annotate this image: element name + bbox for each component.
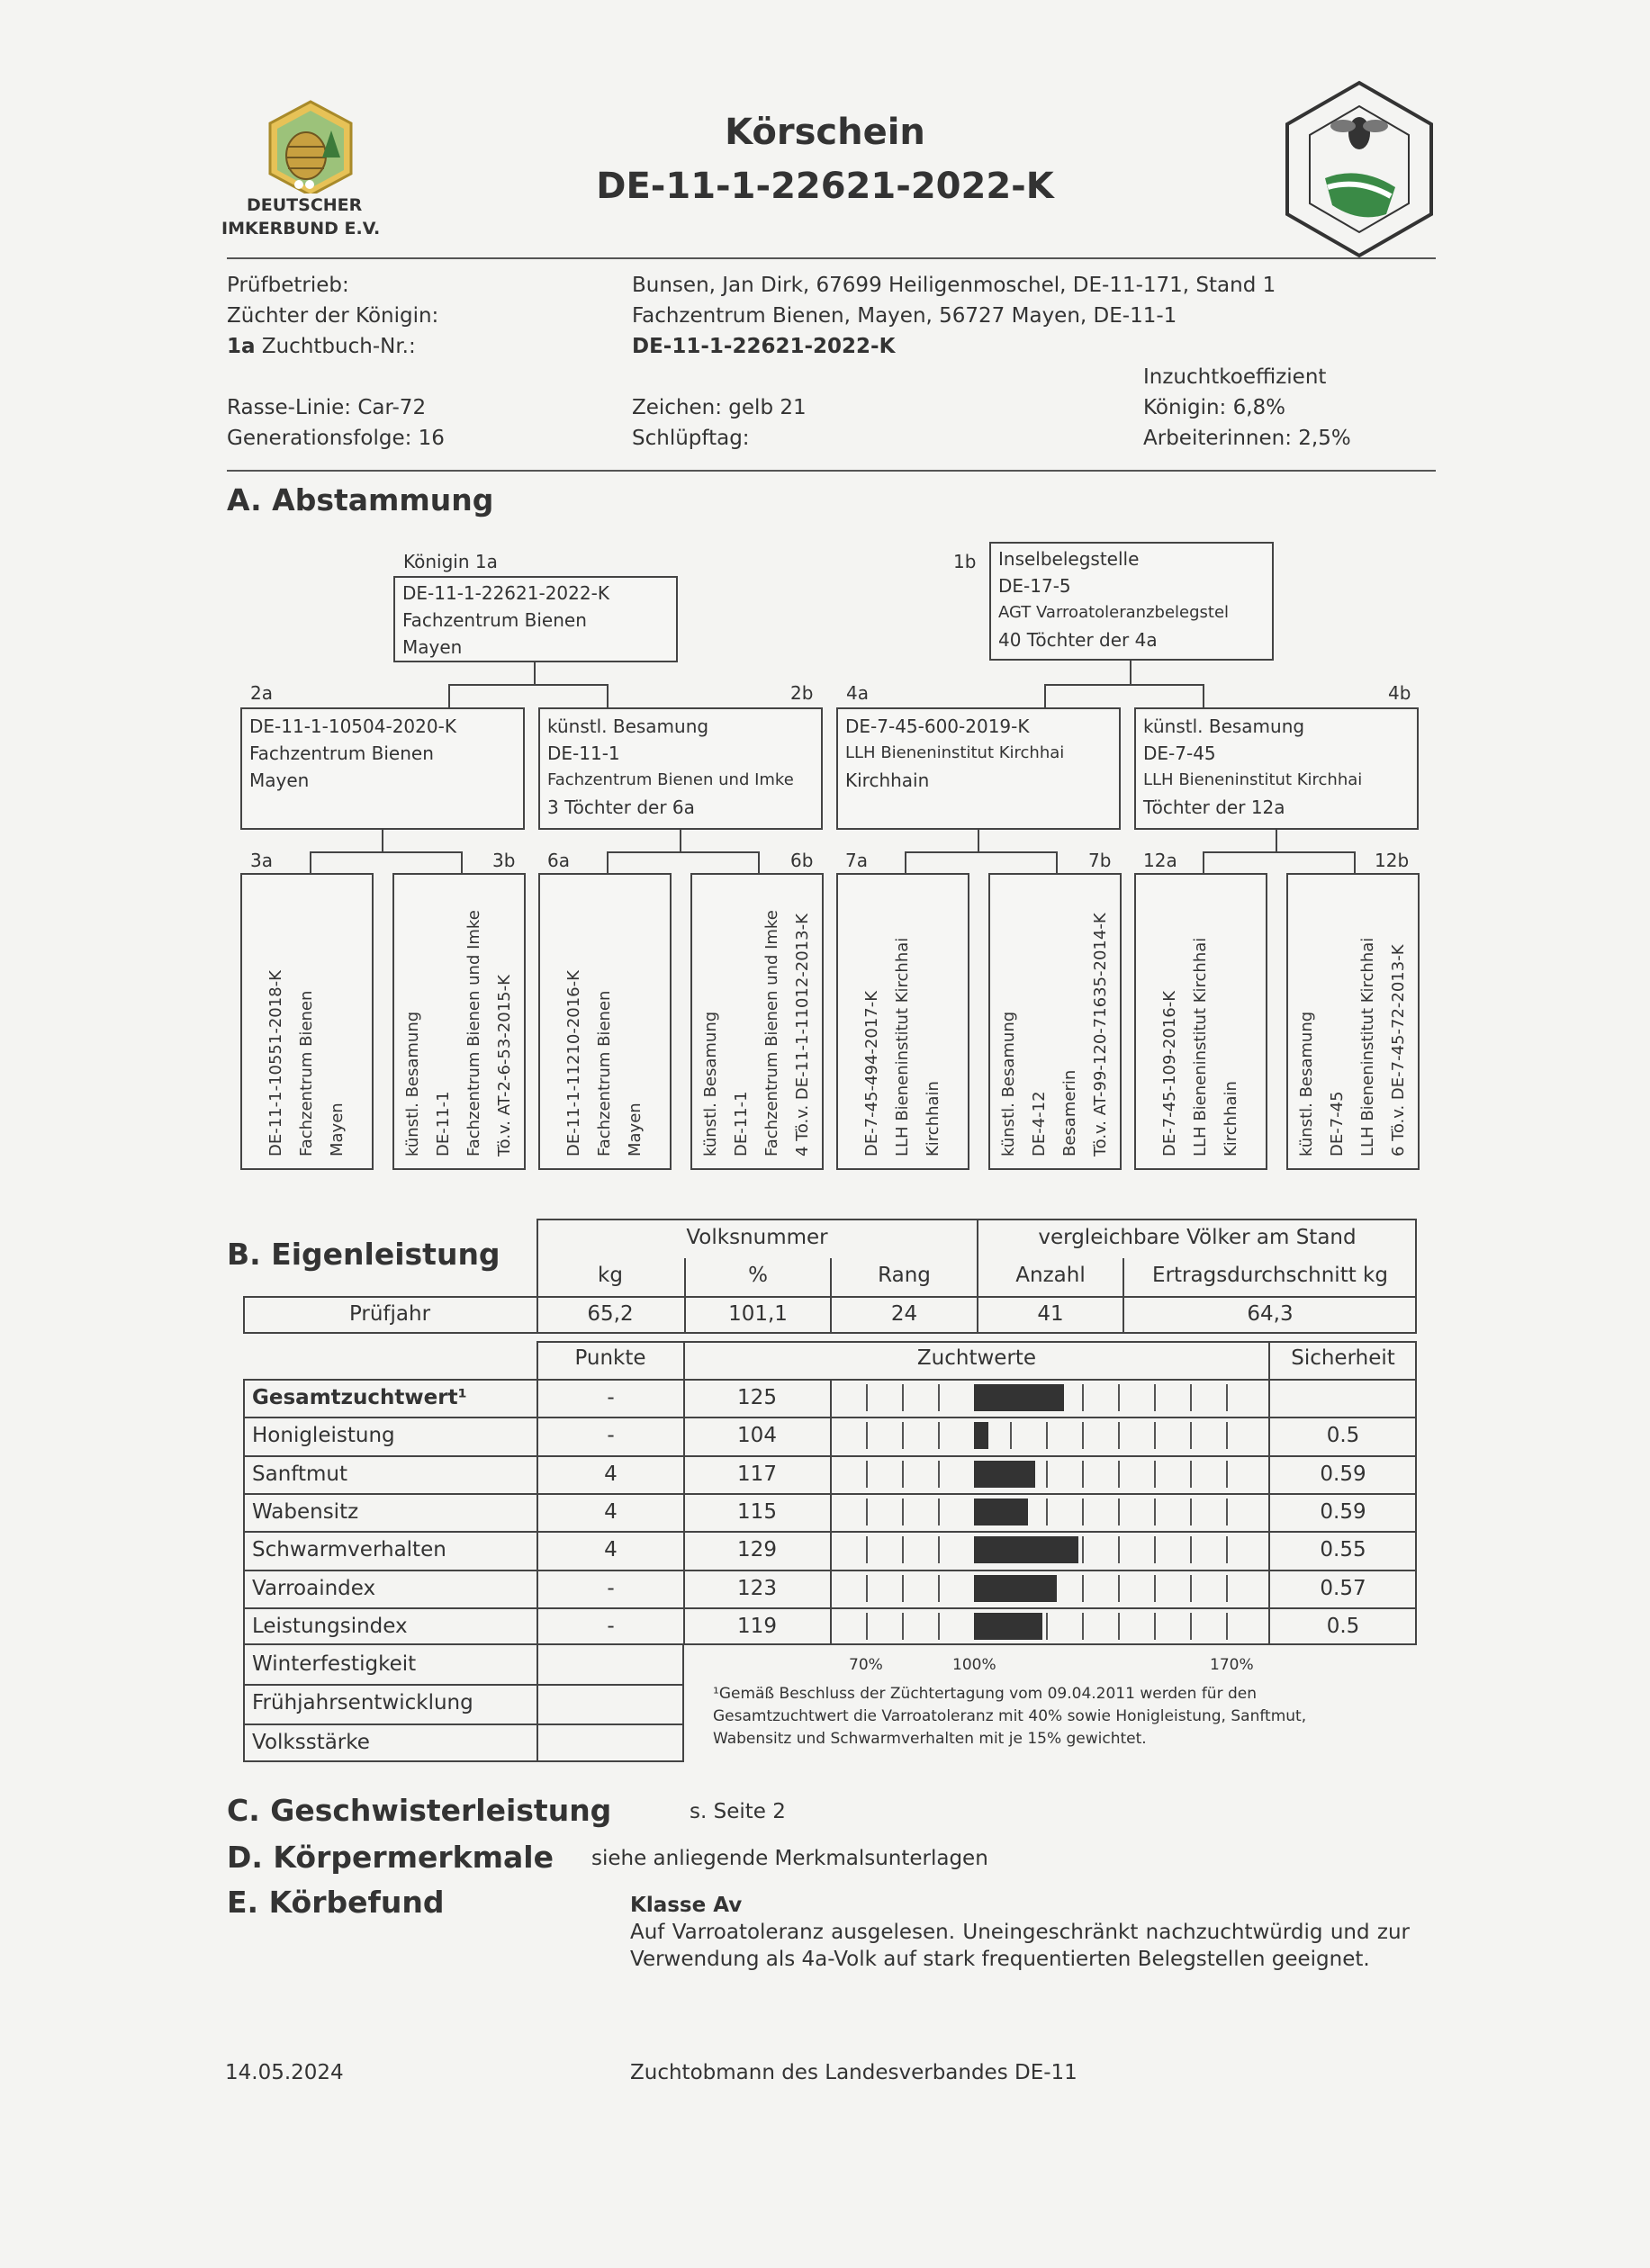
pedigree-3b-line: Fachzentrum Bienen und Imke — [464, 910, 483, 1156]
pedigree-12b-line: LLH Bieneninstitut Kirchhai — [1358, 937, 1377, 1156]
rasse-linie: Rasse-Linie: Car-72 — [227, 396, 427, 419]
scale-tick — [1226, 1613, 1228, 1640]
pedigree-2a-line: Fachzentrum Bienen — [249, 742, 434, 764]
pedigree-1b-line: DE-17-5 — [998, 575, 1071, 597]
scale-tick — [1226, 1461, 1228, 1488]
scale-tick — [902, 1461, 904, 1488]
scale-tick — [1226, 1498, 1228, 1526]
pedigree-4b-line: künstl. Besamung — [1143, 716, 1305, 737]
scale-tick — [902, 1613, 904, 1640]
value-anzahl: 41 — [1037, 1302, 1064, 1326]
connector — [1276, 830, 1277, 853]
pruefbetrieb-label: Prüfbetrieb: — [227, 274, 349, 297]
scale-tick — [1154, 1422, 1156, 1449]
pruefbetrieb-value: Bunsen, Jan Dirk, 67699 Heiligenmoschel, DE-11-171, Stand 1 — [632, 274, 1276, 297]
zuchtbuch-value: DE-11-1-22621-2022-K — [632, 335, 896, 358]
trait-zuchtwert: 125 — [737, 1386, 777, 1409]
koerschein-number: DE-11-1-22621-2022-K — [596, 166, 1054, 207]
row-divider — [243, 1724, 684, 1725]
generationsfolge: Generationsfolge: 16 — [227, 427, 445, 450]
trait-name: Honigleistung — [252, 1424, 395, 1447]
footer-date: 14.05.2024 — [225, 2061, 344, 2084]
trait-zuchtwert: 104 — [737, 1424, 777, 1447]
scale-tick — [1082, 1422, 1084, 1449]
connector — [1203, 851, 1356, 873]
value-percent: 101,1 — [728, 1302, 788, 1326]
trait-name: Sanftmut — [252, 1462, 347, 1486]
header-kg: kg — [598, 1264, 623, 1287]
pedigree-6b-line: Fachzentrum Bienen und Imke — [762, 910, 781, 1156]
connector — [1044, 684, 1204, 707]
page-title: Körschein — [725, 112, 925, 153]
scale-tick — [1118, 1461, 1120, 1488]
header-ertrag: Ertragsdurchschnitt kg — [1152, 1264, 1388, 1287]
pedigree-4a-line: LLH Bieneninstitut Kirchhai — [845, 743, 1065, 762]
scale-tick — [1082, 1613, 1084, 1640]
scale-tick — [1190, 1461, 1192, 1488]
pedigree-2b-line: DE-11-1 — [547, 742, 620, 764]
zuchtwert-bar — [974, 1461, 1035, 1488]
row-divider — [243, 1684, 684, 1686]
scale-tick — [1190, 1384, 1192, 1411]
scale-tick — [866, 1384, 868, 1411]
scale-tick — [1046, 1422, 1048, 1449]
pedigree-4a-line: Kirchhain — [845, 770, 930, 791]
pedigree-6b-label: 6b — [790, 850, 814, 871]
scale-tick — [1118, 1575, 1120, 1602]
scale-tick — [1082, 1536, 1084, 1563]
pedigree-7b-line: künstl. Besamung — [999, 1011, 1018, 1156]
scale-tick — [1154, 1536, 1156, 1563]
scale-tick — [866, 1461, 868, 1488]
scale-tick — [902, 1575, 904, 1602]
pedigree-1b-line: AGT Varroatoleranzbelegstel — [998, 603, 1230, 622]
pedigree-7a-line: DE-7-45-494-2017-K — [862, 990, 881, 1156]
pedigree-2b-line: Fachzentrum Bienen und Imke — [547, 770, 794, 789]
scale-tick — [866, 1536, 868, 1563]
befund-text: Auf Varroatoleranz ausgelesen. Uneingeschränkt nachzuchtwürdig und zur Verwendung als 4a-Volk auf stark frequentierten Belegstellen geeignet. — [630, 1921, 1410, 1971]
pedigree-6a-line: DE-11-1-11210-2016-K — [564, 970, 583, 1156]
pedigree-3a-line: DE-11-1-10551-2018-K — [266, 970, 285, 1156]
connector — [534, 662, 536, 686]
value-ertrag: 64,3 — [1247, 1302, 1294, 1326]
section-c-note: s. Seite 2 — [690, 1800, 786, 1823]
section-d-title: D. Körpermerkmale — [227, 1840, 554, 1875]
divider — [830, 1379, 832, 1645]
scale-170: 170% — [1210, 1656, 1254, 1674]
befund-klasse: Klasse Av — [630, 1894, 743, 1917]
bee-shield-logo-icon — [1278, 79, 1440, 259]
pedigree-1a-line: Fachzentrum Bienen — [402, 609, 587, 631]
pedigree-3a-box — [240, 873, 374, 1170]
info-rule — [227, 470, 1436, 472]
scale-tick — [902, 1536, 904, 1563]
scale-tick — [1082, 1575, 1084, 1602]
dib-logo-line2: IMKERBUND E.V. — [221, 219, 381, 238]
scale-tick — [1046, 1613, 1048, 1640]
scale-tick — [938, 1613, 940, 1640]
trait-name: Winterfestigkeit — [252, 1652, 417, 1676]
scale-tick — [1082, 1461, 1084, 1488]
trait-name: Frühjahrsentwicklung — [252, 1691, 473, 1714]
pedigree-12a-line: DE-7-45-109-2016-K — [1160, 990, 1179, 1156]
zuechter-value: Fachzentrum Bienen, Mayen, 56727 Mayen, DE-11-1 — [632, 304, 1177, 328]
zuchtbuch-prefix: 1a — [227, 335, 256, 358]
scale-tick — [1190, 1575, 1192, 1602]
pedigree-6b-box — [690, 873, 824, 1170]
connector — [310, 851, 463, 873]
pedigree-12b-box — [1286, 873, 1420, 1170]
inzucht-label: Inzuchtkoeffizient — [1143, 365, 1327, 389]
schluepftag: Schlüpftag: — [632, 427, 750, 450]
pedigree-6a-label: 6a — [547, 850, 570, 871]
scale-tick — [1046, 1461, 1048, 1488]
pedigree-12a-line: LLH Bieneninstitut Kirchhai — [1191, 937, 1210, 1156]
scale-tick — [938, 1384, 940, 1411]
zuchtwert-bar — [974, 1575, 1057, 1602]
trait-sicherheit: 0.57 — [1320, 1577, 1366, 1600]
trait-zuchtwert: 117 — [737, 1462, 777, 1486]
scale-tick — [1154, 1575, 1156, 1602]
trait-sicherheit: 0.5 — [1326, 1615, 1360, 1638]
pedigree-3a-line: Mayen — [328, 1102, 347, 1156]
trait-zuchtwert: 123 — [737, 1577, 777, 1600]
pedigree-3b-line: DE-11-1 — [434, 1091, 453, 1156]
trait-punkte: - — [607, 1615, 615, 1638]
connector — [680, 830, 681, 853]
pedigree-6a-line: Fachzentrum Bienen — [595, 990, 614, 1156]
pedigree-6a-box — [538, 873, 672, 1170]
scale-70: 70% — [849, 1656, 883, 1674]
scale-tick — [1154, 1613, 1156, 1640]
pedigree-12b-line: DE-7-45 — [1328, 1091, 1347, 1156]
pedigree-6b-line: 4 Tö.v. DE-11-1-11012-2013-K — [793, 914, 812, 1156]
connector — [905, 851, 1058, 873]
connector — [1130, 661, 1132, 686]
pedigree-2b-box — [538, 707, 823, 830]
zuechter-label: Züchter der Königin: — [227, 304, 439, 328]
connector — [382, 830, 383, 853]
pedigree-1a-line: DE-11-1-22621-2022-K — [402, 582, 609, 604]
trait-zuchtwert: 119 — [737, 1615, 777, 1638]
header-punkte: Punkte — [574, 1346, 646, 1370]
pedigree-1a-box — [393, 576, 678, 662]
header-vergleich: vergleichbare Völker am Stand — [1038, 1226, 1357, 1249]
scale-tick — [938, 1498, 940, 1526]
scale-tick — [866, 1422, 868, 1449]
pedigree-1b-line: Inselbelegstelle — [998, 548, 1140, 570]
trait-sicherheit: 0.55 — [1320, 1538, 1366, 1562]
zuchtbuch-label-text: Zuchtbuch-Nr.: — [255, 335, 416, 358]
scale-tick — [1082, 1384, 1084, 1411]
header-rule — [227, 257, 1436, 259]
trait-punkte: - — [607, 1577, 615, 1600]
pedigree-12a-label: 12a — [1143, 850, 1177, 871]
pedigree-3b-line: künstl. Besamung — [403, 1011, 422, 1156]
scale-tick — [1190, 1613, 1192, 1640]
row-divider — [243, 1607, 1417, 1609]
trait-punkte: 4 — [604, 1462, 618, 1486]
pedigree-7a-label: 7a — [845, 850, 868, 871]
section-c-title: C. Geschwisterleistung — [227, 1793, 612, 1828]
trait-punkte: 4 — [604, 1500, 618, 1524]
row-divider — [243, 1417, 1417, 1418]
header-percent: % — [748, 1264, 768, 1287]
pedigree-2a-line: DE-11-1-10504-2020-K — [249, 716, 456, 737]
zuchtwert-bar — [974, 1613, 1042, 1640]
pedigree-4b-line: LLH Bieneninstitut Kirchhai — [1143, 770, 1363, 789]
koenigin-inzucht: Königin: 6,8% — [1143, 396, 1286, 419]
connector — [448, 684, 609, 707]
scale-tick — [866, 1613, 868, 1640]
scale-tick — [938, 1536, 940, 1563]
footnote: ¹Gemäß Beschluss der Züchtertagung vom 09.04.2011 werden für den Gesamtzuchtwert die Varroatoleranz mit 40% sowie Honigleistung, Sanftmut, Wabensitz und Schwarmverhalten mit je 15% gewichtet. — [713, 1685, 1307, 1748]
scale-tick — [1046, 1498, 1048, 1526]
pedigree-1b-label: 1b — [953, 551, 977, 572]
scale-tick — [902, 1422, 904, 1449]
scale-tick — [1118, 1613, 1120, 1640]
arbeiterinnen-inzucht: Arbeiterinnen: 2,5% — [1143, 427, 1351, 450]
header-volksnummer: Volksnummer — [686, 1226, 828, 1249]
scale-tick — [1118, 1422, 1120, 1449]
pedigree-12b-line: 6 Tö.v. DE-7-45-72-2013-K — [1389, 944, 1408, 1156]
scale-tick — [1118, 1536, 1120, 1563]
trait-sicherheit: 0.5 — [1326, 1424, 1360, 1447]
scale-tick — [1082, 1498, 1084, 1526]
zuchtwert-bar — [974, 1536, 1078, 1563]
pedigree-12b-line: künstl. Besamung — [1297, 1011, 1316, 1156]
pedigree-3b-box — [392, 873, 526, 1170]
scale-tick — [938, 1575, 940, 1602]
header-anzahl: Anzahl — [1015, 1264, 1086, 1287]
scale-tick — [1118, 1384, 1120, 1411]
scale-tick — [1010, 1422, 1012, 1449]
pedigree-4b-line: Töchter der 12a — [1143, 796, 1285, 818]
scale-tick — [902, 1384, 904, 1411]
pedigree-7a-box — [836, 873, 969, 1170]
pedigree-4a-box — [836, 707, 1121, 830]
pedigree-7b-line: Besamerin — [1060, 1069, 1079, 1156]
row-divider — [243, 1570, 1417, 1571]
row-divider — [243, 1531, 1417, 1533]
pedigree-2a-line: Mayen — [249, 770, 310, 791]
scale-tick — [1226, 1384, 1228, 1411]
pedigree-7b-label: 7b — [1088, 850, 1112, 871]
pedigree-2b-line: 3 Töchter der 6a — [547, 796, 695, 818]
pedigree-4a-line: DE-7-45-600-2019-K — [845, 716, 1030, 737]
zuchtwert-bar — [974, 1422, 988, 1449]
pedigree-3a-label: 3a — [250, 850, 273, 871]
imkerverband-logo — [1278, 79, 1440, 259]
scale-tick — [866, 1498, 868, 1526]
scale-tick — [902, 1498, 904, 1526]
pedigree-3b-line: Tö.v. AT-2-6-53-2015-K — [495, 975, 514, 1156]
trait-punkte: - — [607, 1424, 615, 1447]
trait-name: Wabensitz — [252, 1500, 359, 1524]
zuchtbuch-label — [227, 335, 416, 358]
scale-tick — [938, 1461, 940, 1488]
scale-tick — [1154, 1461, 1156, 1488]
pedigree-7a-line: LLH Bieneninstitut Kirchhai — [893, 937, 912, 1156]
pedigree-3b-label: 3b — [492, 850, 516, 871]
scale-tick — [1190, 1422, 1192, 1449]
value-rang: 24 — [890, 1302, 918, 1326]
connector — [978, 830, 979, 853]
trait-zuchtwert: 129 — [737, 1538, 777, 1562]
header-zuchtwerte: Zuchtwerte — [916, 1346, 1037, 1370]
pedigree-6b-line: DE-11-1 — [732, 1091, 751, 1156]
section-b-title: B. Eigenleistung — [227, 1237, 500, 1272]
trait-name: Schwarmverhalten — [252, 1538, 446, 1562]
scale-tick — [1154, 1384, 1156, 1411]
pedigree-12b-label: 12b — [1375, 850, 1410, 871]
scale-tick — [1190, 1498, 1192, 1526]
row-divider — [243, 1455, 1417, 1457]
pedigree-7b-line: DE-4-12 — [1030, 1091, 1049, 1156]
section-e-title: E. Körbefund — [227, 1885, 445, 1920]
pedigree-1a-label: Königin 1a — [403, 551, 498, 572]
scale-tick — [1154, 1498, 1156, 1526]
pedigree-12a-line: Kirchhain — [1222, 1081, 1240, 1156]
pedigree-1b-line: 40 Töchter der 4a — [998, 629, 1158, 651]
scale-100: 100% — [952, 1656, 996, 1674]
header-rang: Rang — [878, 1264, 931, 1287]
scale-tick — [866, 1575, 868, 1602]
pedigree-6a-line: Mayen — [626, 1102, 645, 1156]
footer-signature-line: Zuchtobmann des Landesverbandes DE-11 — [630, 2061, 1077, 2084]
section-d-note: siehe anliegende Merkmalsunterlagen — [591, 1847, 988, 1870]
trait-zuchtwert: 115 — [737, 1500, 777, 1524]
header-sicherheit: Sicherheit — [1291, 1346, 1395, 1370]
pedigree-3a-line: Fachzentrum Bienen — [297, 990, 316, 1156]
trait-sicherheit: 0.59 — [1320, 1500, 1366, 1524]
pedigree-7b-line: Tö.v. AT-99-120-71635-2014-K — [1091, 913, 1110, 1156]
pruefjahr-label: Prüfjahr — [348, 1302, 431, 1326]
pedigree-2b-line: künstl. Besamung — [547, 716, 709, 737]
pedigree-1a-line: Mayen — [402, 636, 463, 658]
pedigree-6b-line: künstl. Besamung — [701, 1011, 720, 1156]
trait-sicherheit: 0.59 — [1320, 1462, 1366, 1486]
zuchtwert-bar — [974, 1498, 1028, 1526]
value-kg: 65,2 — [587, 1302, 634, 1326]
dib-logo-line1: DEUTSCHER — [247, 195, 363, 215]
scale-tick — [1190, 1536, 1192, 1563]
scale-tick — [1226, 1422, 1228, 1449]
zeichen: Zeichen: gelb 21 — [632, 396, 807, 419]
trait-name: Gesamtzuchtwert¹ — [252, 1386, 467, 1409]
section-a-title: A. Abstammung — [227, 482, 494, 518]
trait-punkte: - — [607, 1386, 615, 1409]
pedigree-4b-label: 4b — [1388, 682, 1411, 704]
scale-tick — [1226, 1536, 1228, 1563]
pedigree-1b-box — [989, 542, 1274, 661]
trait-punkte: 4 — [604, 1538, 618, 1562]
pedigree-2b-label: 2b — [790, 682, 814, 704]
pedigree-4a-label: 4a — [846, 682, 869, 704]
scale-tick — [938, 1422, 940, 1449]
trait-name: Varroaindex — [252, 1577, 376, 1600]
pedigree-12a-box — [1134, 873, 1267, 1170]
pedigree-2a-box — [240, 707, 525, 830]
trait-name: Volksstärke — [252, 1731, 370, 1754]
pedigree-4b-line: DE-7-45 — [1143, 742, 1216, 764]
pedigree-7a-line: Kirchhain — [924, 1081, 942, 1156]
scale-tick — [1118, 1498, 1120, 1526]
zuchtwert-bar — [974, 1384, 1064, 1411]
pedigree-4b-box — [1134, 707, 1419, 830]
pedigree-7b-box — [988, 873, 1122, 1170]
connector — [607, 851, 760, 873]
trait-name: Leistungsindex — [252, 1615, 408, 1638]
pedigree-2a-label: 2a — [250, 682, 273, 704]
scale-tick — [1226, 1575, 1228, 1602]
row-divider — [243, 1493, 1417, 1495]
